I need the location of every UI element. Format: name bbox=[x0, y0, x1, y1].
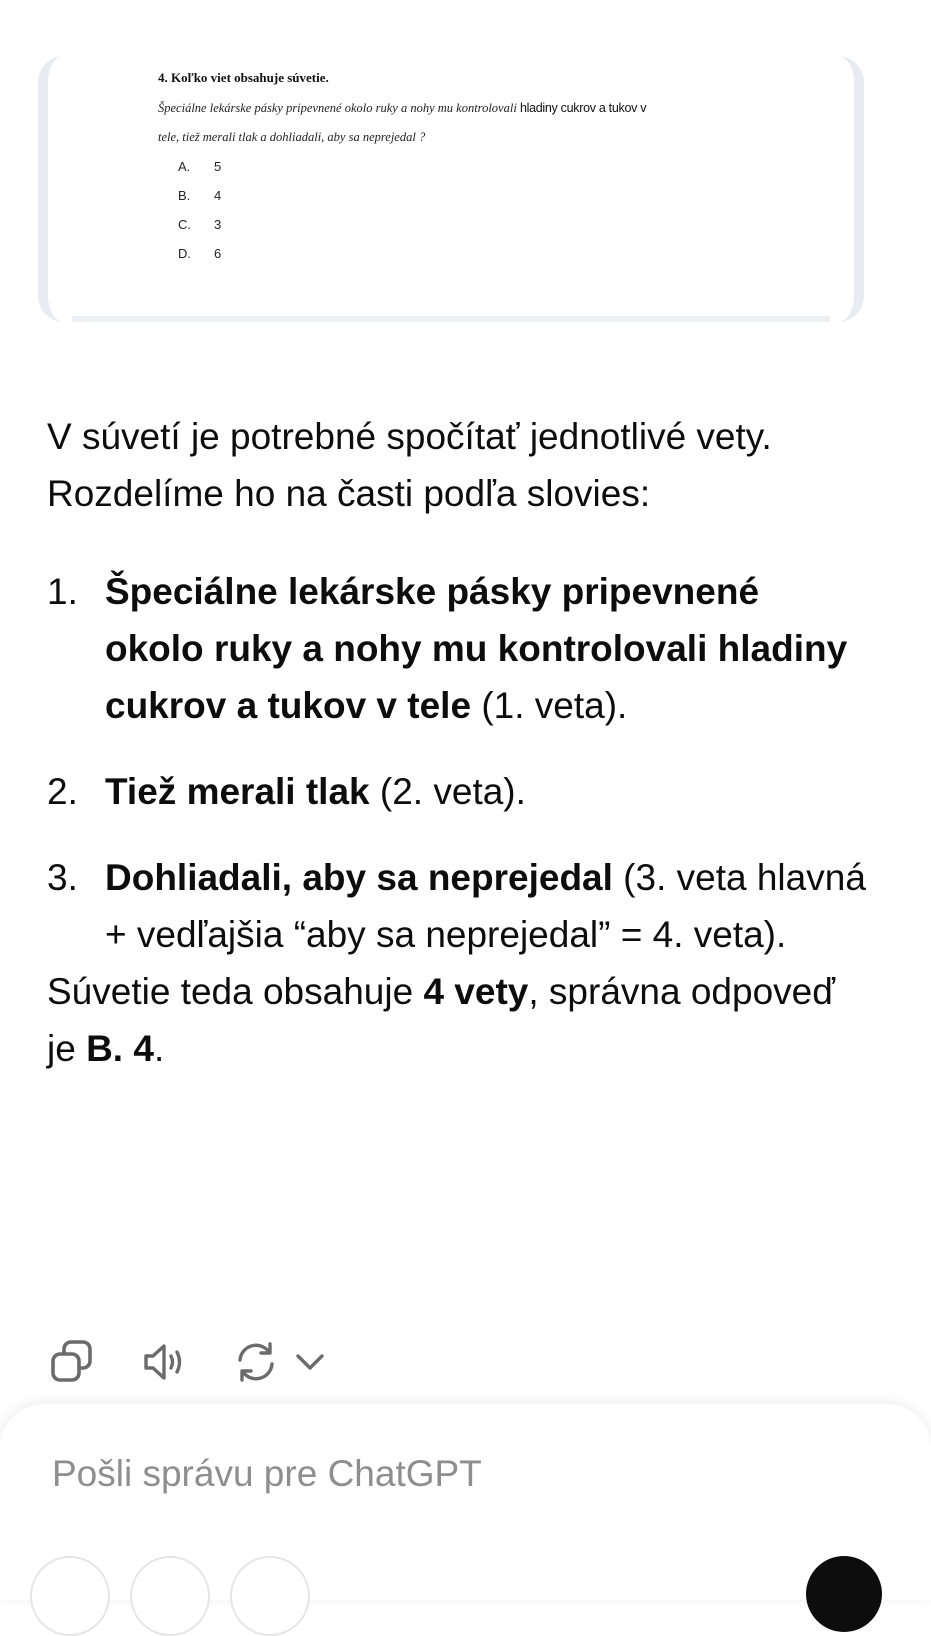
message-actions bbox=[48, 1338, 372, 1386]
regenerate-button[interactable] bbox=[232, 1338, 280, 1386]
tools-button[interactable] bbox=[230, 1556, 310, 1636]
answer-intro: V súvetí je potrebné spočítať jednotlivé vety. Rozdelíme ho na časti podľa slovies: bbox=[47, 416, 772, 514]
question-text bbox=[158, 94, 848, 152]
read-aloud-button[interactable] bbox=[140, 1338, 188, 1386]
question-text-italic: Špeciálne lekárske pásky pripevnené okolo ruky a nohy mu kontrolovali bbox=[158, 101, 517, 115]
answer-conclusion: Súvetie teda obsahuje 4 vety, správna odpoveď je B. 4. bbox=[47, 971, 835, 1069]
speaker-icon bbox=[140, 1338, 188, 1386]
search-button[interactable] bbox=[130, 1556, 210, 1636]
question-text-plain: hladiny cukrov a tukov v bbox=[516, 101, 647, 115]
answer-step: 2. Tiež merali tlak (2. veta). bbox=[47, 771, 526, 812]
answer-step: 1. Špeciálne lekárske pásky pripevnené okolo ruky a nohy mu kontrolovali hladiny cukrov a tukov v tele (1. veta). bbox=[47, 571, 848, 726]
attach-button[interactable] bbox=[30, 1556, 110, 1636]
question-options bbox=[178, 152, 221, 268]
regenerate-icon bbox=[232, 1338, 280, 1386]
voice-button[interactable] bbox=[806, 1556, 882, 1632]
answer-steps bbox=[47, 563, 867, 963]
attached-image[interactable] bbox=[38, 56, 864, 322]
option-c: C. 3 bbox=[178, 217, 222, 232]
chevron-down-icon bbox=[292, 1344, 328, 1380]
option-a: A. 5 bbox=[178, 159, 222, 174]
assistant-message bbox=[47, 408, 867, 1077]
attachment-divider bbox=[72, 316, 830, 322]
question-title: 4. Koľko viet obsahuje súvetie. bbox=[158, 70, 329, 85]
model-switch-button[interactable] bbox=[292, 1344, 328, 1380]
option-b: B. 4 bbox=[178, 188, 222, 203]
copy-icon bbox=[48, 1338, 96, 1386]
option-d: D. 6 bbox=[178, 246, 222, 261]
message-input[interactable] bbox=[50, 1452, 874, 1496]
answer-step: 3. Dohliadali, aby sa neprejedal (3. veta hlavná + vedľajšia “aby sa neprejedal” = 4. veta). bbox=[47, 857, 866, 955]
copy-button[interactable] bbox=[48, 1338, 96, 1386]
question-text-line2: tele, tiež merali tlak a dohliadali, aby sa neprejedal ? bbox=[158, 130, 426, 144]
